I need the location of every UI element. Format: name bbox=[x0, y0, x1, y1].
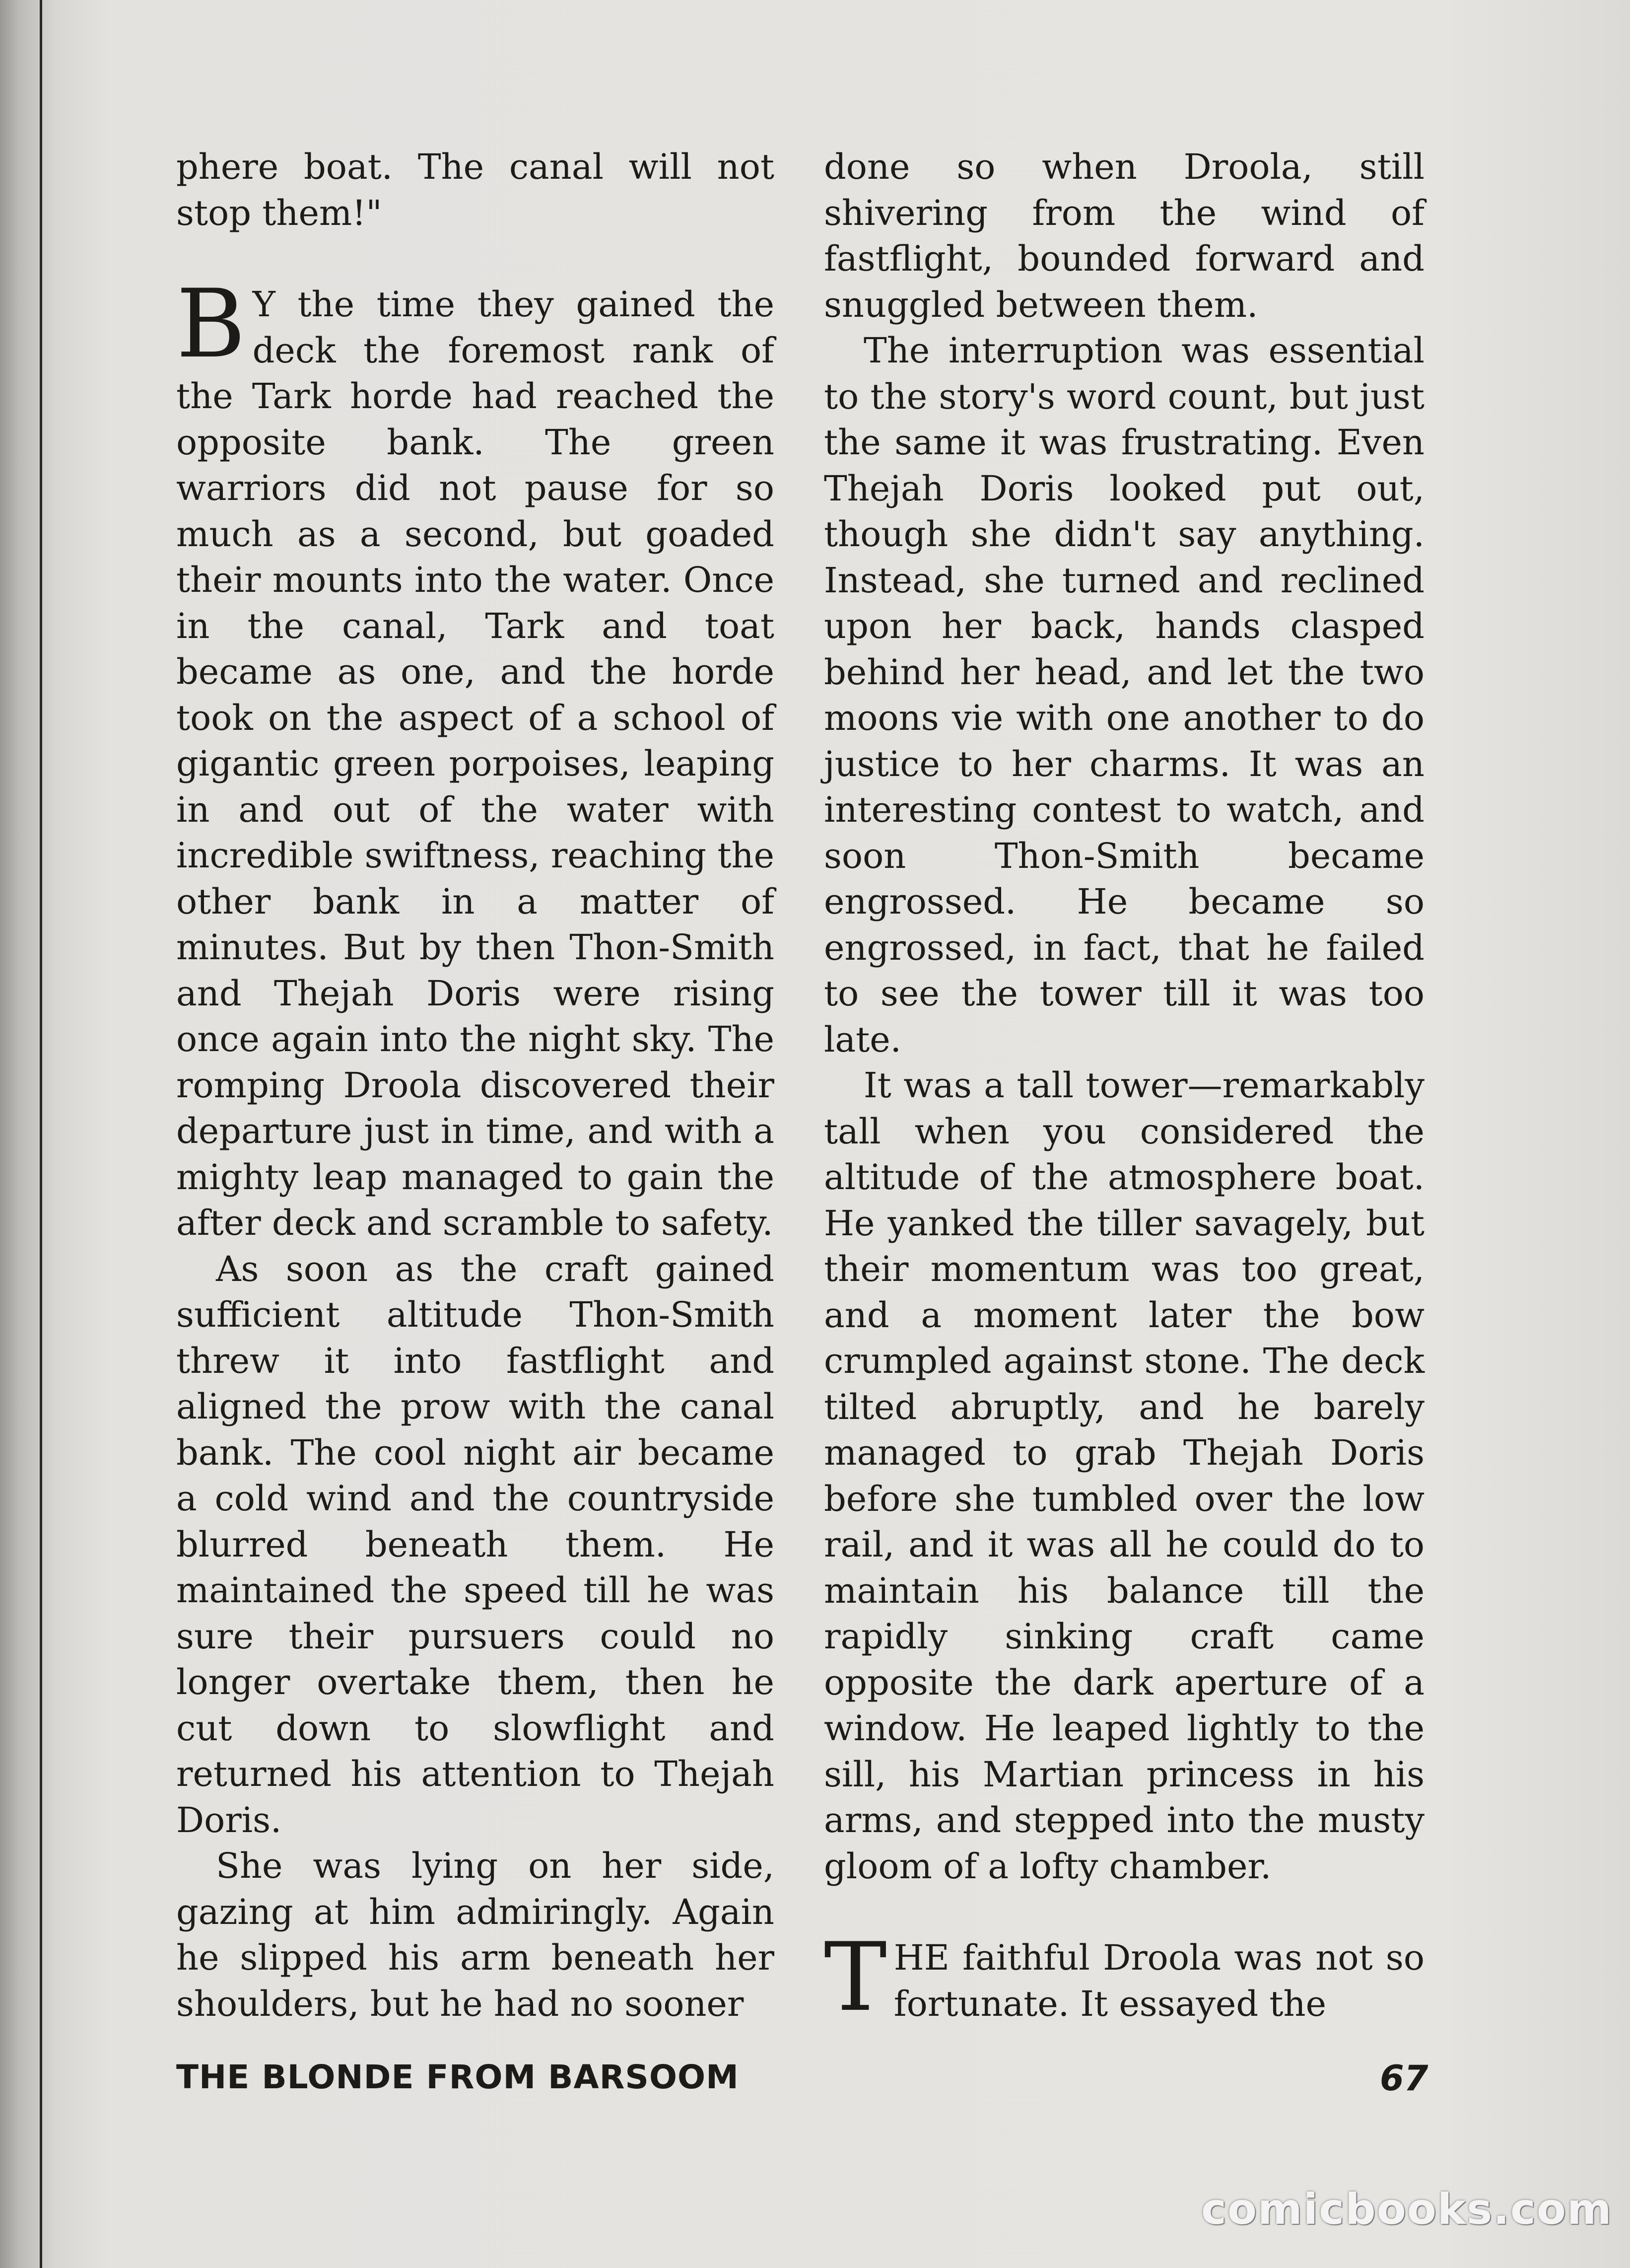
drop-cap: T bbox=[824, 1922, 887, 2032]
paragraph: done so when Droola, still shivering from the wind of fastflight, bounded forward and snuggled between them. bbox=[824, 146, 1425, 325]
paragraph-text: HE faithful Droola was not so fortunate. It essayed the bbox=[893, 1937, 1425, 2024]
paragraph: phere boat. The canal will not stop them!" bbox=[176, 146, 774, 233]
book-spine-edge bbox=[40, 0, 42, 2268]
paragraph-drop-cap bbox=[824, 1922, 1425, 2032]
paragraph-text: Y the time they gained the deck the foremost rank of the Tark horde had reached the opposite bank. The green warriors did not pause for so much as a second, but goaded their mounts into the water. Once in the canal, Tark and toat became as one, and the horde took on the aspect of a school of gigantic green porpoises, leaping in and out of the water with incredible swiftness, reaching the other bank in a matter of minutes. But by then Thon-Smith and Thejah Doris were rising once again into the night sky. The romping Droola discovered their departure just in time, and with a mighty leap managed to gain the after deck and scramble to safety. bbox=[176, 284, 774, 1243]
paragraph: She was lying on her side, gazing at him admiringly. Again he slipped his arm beneath her shoulders, but he had no sooner bbox=[176, 1845, 774, 2024]
paragraph: The interruption was essential to the story's word count, but just the same it was frustrating. Even Thejah Doris looked put out, though she didn't say anything. Instead, she turned and reclined upon her back, hands clasped behind her head, and let the two moons vie with one another to do justice to her charms. It was an interesting contest to watch, and soon Thon-Smith became engrossed. He became so engrossed, in fact, that he failed to see the tower till it was too late. bbox=[824, 330, 1425, 1060]
left-column bbox=[176, 144, 774, 2027]
watermark-logo: comicbooks.com bbox=[1201, 2185, 1613, 2234]
paragraph-drop-cap bbox=[176, 269, 774, 1246]
running-footer-title: THE BLONDE FROM BARSOOM bbox=[176, 2058, 739, 2096]
page-number: 67 bbox=[1380, 2058, 1428, 2099]
paragraph: As soon as the craft gained sufficient altitude Thon-Smith threw it into fastflight and aligned the prow with the canal bank. The cool night air became a cold wind and the countryside blurred beneath them. He maintained the speed till he was sure their pursuers could no longer overtake them, then he cut down to slowflight and returned his attention to Thejah Doris. bbox=[176, 1248, 774, 1841]
right-column bbox=[824, 144, 1425, 2032]
paragraph: It was a tall tower—remarkably tall when you considered the altitude of the atmosphere boat. He yanked the tiller savagely, but their momentum was too great, and a moment later the bow crumpled against stone. The deck tilted abruptly, and he barely managed to grab Thejah Doris before she tumbled over the low rail, and it was all he could do to maintain his balance till the rapidly sinking craft came opposite the dark aperture of a window. He leaped lightly to the sill, his Martian princess in his arms, and stepped into the musty gloom of a lofty chamber. bbox=[824, 1065, 1425, 1887]
drop-cap: B bbox=[176, 269, 246, 379]
